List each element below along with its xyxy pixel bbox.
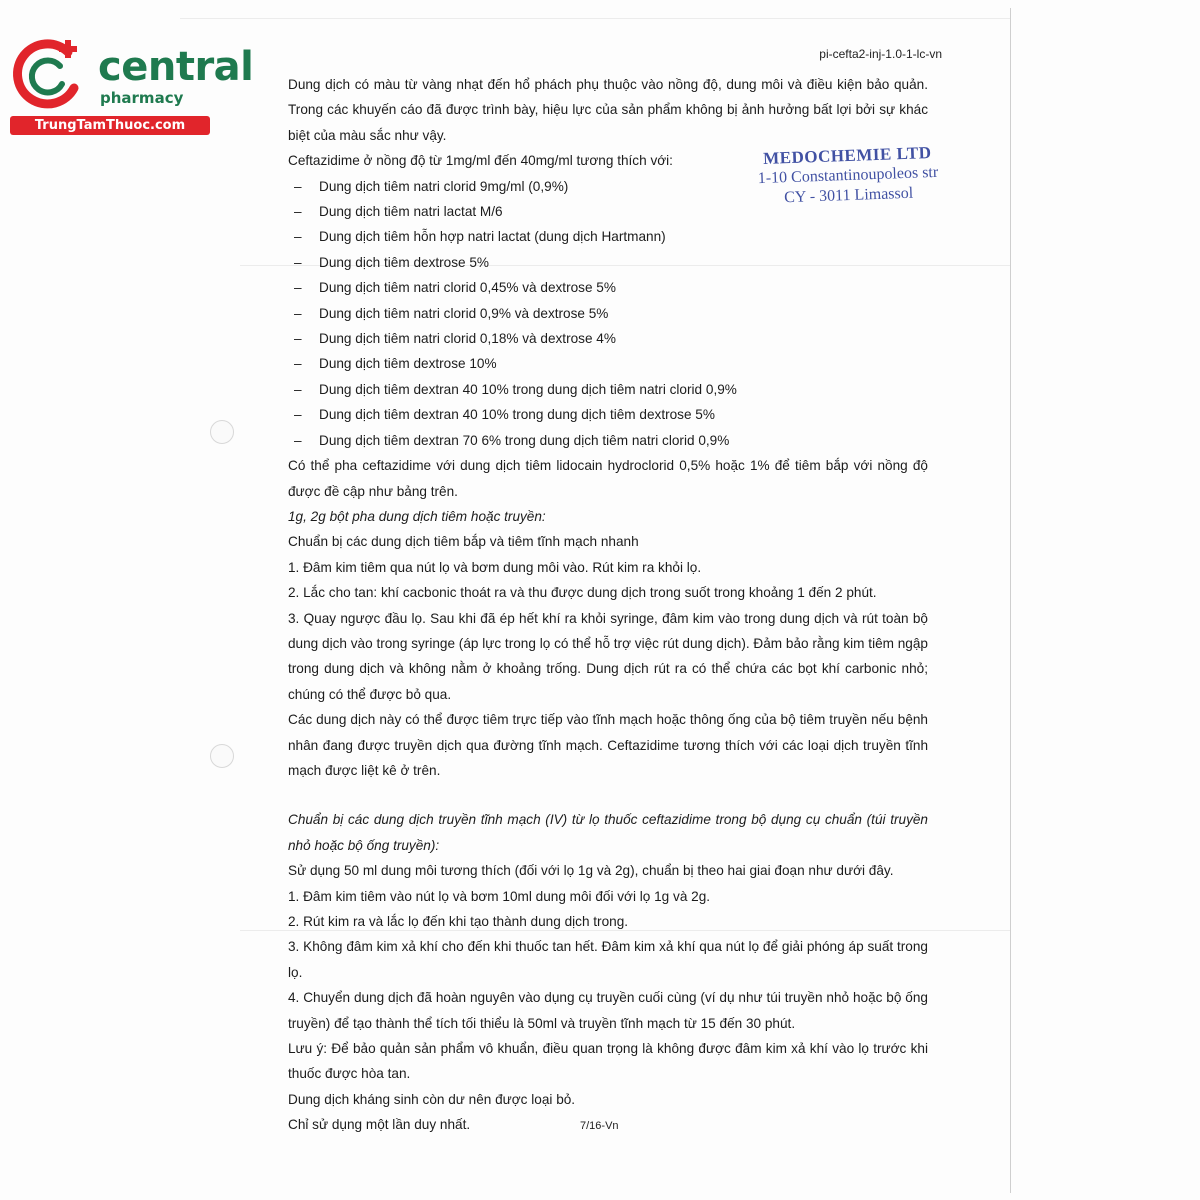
list-dash: – (294, 204, 302, 220)
note-paragraph: Lưu ý: Để bảo quản sản phẩm vô khuẩn, điều quan trọng là không được đâm kim xả khí vào lọ trước khi thuốc được hòa tan. (288, 1041, 928, 1082)
central-pharmacy-logo (10, 38, 254, 138)
list-item-text: Dung dịch tiêm dextran 70 6% trong dung dịch tiêm natri clorid 0,9% (319, 432, 730, 448)
show-through-line (180, 18, 1010, 19)
step-item: 3. Không đâm kim xả khí cho đến khi thuốc tan hết. Đâm kim xả khí qua nút lọ để giải phóng áp suất trong lọ. (288, 939, 928, 980)
stamp-line-3: CY - 3011 Limassol (783, 184, 914, 207)
list-item (288, 199, 928, 224)
step-item: 2. Lắc cho tan: khí cacbonic thoát ra và thu được dung dịch trong suốt trong khoảng 1 đến 2 phút. (288, 585, 877, 601)
page-number: 7/16-Vn (580, 1120, 619, 1132)
paragraph: Các dung dịch này có thể được tiêm trực tiếp vào tĩnh mạch hoặc thông ống của bộ tiêm truyền nếu bệnh nhân đang được truyền dịch qua đường tĩnh mạch. Ceftazidime tương thích với các loại dịch truyền tĩnh mạch được liệt kê ở trên. (288, 712, 928, 778)
stamp-line-1: MEDOCHEMIE LTD (762, 143, 932, 168)
paragraph: Sử dụng 50 ml dung môi tương thích (đối với lọ 1g và 2g), chuẩn bị theo hai giai đoạn như dưới đây. (288, 863, 894, 879)
list-item (288, 402, 928, 427)
list-item (288, 428, 928, 453)
logo-sub-text: pharmacy (100, 89, 184, 107)
list-item-text: Dung dịch tiêm natri clorid 0,45% và dextrose 5% (319, 280, 616, 296)
list-dash: – (294, 331, 302, 347)
logo-brand-text: central (98, 44, 254, 90)
list-item-text: Dung dịch tiêm natri clorid 0,18% và dextrose 4% (319, 331, 616, 347)
list-item (288, 174, 928, 199)
list-dash: – (294, 229, 302, 245)
paragraph: Dung dịch có màu từ vàng nhạt đến hổ phách phụ thuộc vào nồng độ, dung môi và điều kiện bảo quản. Trong các khuyến cáo đã được trình bày, hiệu lực của sản phẩm không bị ảnh hưởng bất lợi bởi sự khác biệt của màu sắc như vậy. (288, 77, 928, 143)
list-item (288, 351, 928, 376)
step-item: 4. Chuyển dung dịch đã hoàn nguyên vào dụng cụ truyền cuối cùng (ví dụ như túi truyền nhỏ hoặc bộ ống truyền) để tạo thành thể tích tối thiểu là 50ml và truyền tĩnh mạch từ 15 đến 30 phút. (288, 990, 928, 1031)
paragraph: Có thể pha ceftazidime với dung dịch tiêm lidocain hydroclorid 0,5% hoặc 1% để tiêm bắp với nồng độ được đề cập như bảng trên. (288, 458, 928, 499)
list-item-text: Dung dịch tiêm natri clorid 9mg/ml (0,9%) (319, 178, 569, 194)
list-dash: – (294, 356, 302, 372)
step-item: 2. Rút kim ra và lắc lọ đến khi tạo thành dung dịch trong. (288, 914, 629, 929)
punch-hole (210, 420, 234, 444)
list-dash: – (294, 381, 302, 397)
logo-mark-icon (10, 38, 92, 114)
list-item-text: Dung dịch tiêm hỗn hợp natri lactat (dung dịch Hartmann) (319, 229, 666, 245)
compatible-solutions-list (288, 174, 928, 453)
list-item-text: Dung dịch tiêm dextran 40 10% trong dung dịch tiêm dextrose 5% (319, 407, 715, 423)
list-item-text: Dung dịch tiêm natri lactat M/6 (319, 204, 503, 220)
list-item (288, 275, 928, 300)
document-code: pi-cefta2-inj-1.0-1-lc-vn (819, 47, 942, 61)
list-item-text: Dung dịch tiêm natri clorid 0,9% và dextrose 5% (319, 305, 609, 321)
step-item: 1. Đâm kim tiêm vào nút lọ và bơm 10ml dung môi đối với lọ 1g và 2g. (288, 888, 711, 904)
list-item (288, 250, 928, 275)
list-dash: – (294, 432, 302, 448)
list-dash: – (294, 305, 302, 321)
logo-site-banner: TrungTamThuoc.com (10, 116, 210, 135)
list-item (288, 326, 928, 351)
step-item: 1. Đâm kim tiêm qua nút lọ và bơm dung môi vào. Rút kim ra khỏi lọ. (288, 559, 702, 575)
list-dash: – (294, 280, 302, 296)
list-item (288, 377, 928, 402)
step-item: 3. Quay ngược đầu lọ. Sau khi đã ép hết khí ra khỏi syringe, đâm kim vào trong dung dịch và rút toàn bộ dung dịch vào trong syringe (áp lực trong lọ có thể hỗ trợ việc rút dung dịch). Đảm bảo rằng kim tiêm ngập trong dung dịch và không nằm ở khoảng trống. Dung dịch rút ra có thể chứa các bọt khí carbonic nhỏ; chúng có thể được bỏ qua. (288, 610, 928, 702)
paragraph: Chỉ sử dụng một lần duy nhất. (288, 1117, 471, 1133)
list-item-text: Dung dịch tiêm dextran 40 10% trong dung dịch tiêm natri clorid 0,9% (319, 381, 737, 397)
list-item (288, 224, 928, 249)
section-heading: 1g, 2g bột pha dung dịch tiêm hoặc truyền: (288, 508, 546, 524)
stamp-line-2: 1-10 Constantinoupoleos str (757, 163, 939, 188)
paragraph: Ceftazidime ở nồng độ từ 1mg/ml đến 40mg/ml tương thích với: (288, 153, 673, 169)
list-item-text: Dung dịch tiêm dextrose 10% (319, 356, 497, 372)
punch-hole (210, 744, 234, 768)
list-item-text: Dung dịch tiêm dextrose 5% (319, 254, 490, 270)
section-heading: Chuẩn bị các dung dịch truyền tĩnh mạch (IV) từ lọ thuốc ceftazidime trong bộ dụng cụ chuẩn (túi truyền nhỏ hoặc bộ ống truyền): (288, 812, 928, 853)
page-edge (1010, 8, 1011, 1193)
document-body (288, 72, 928, 1138)
spacer (288, 783, 928, 807)
paragraph: Chuẩn bị các dung dịch tiêm bắp và tiêm tĩnh mạch nhanh (288, 534, 639, 550)
list-dash: – (294, 178, 302, 194)
list-item (288, 301, 928, 326)
list-dash: – (294, 407, 302, 423)
paragraph: Dung dịch kháng sinh còn dư nên được loại bỏ. (288, 1091, 576, 1107)
list-dash: – (294, 254, 302, 270)
